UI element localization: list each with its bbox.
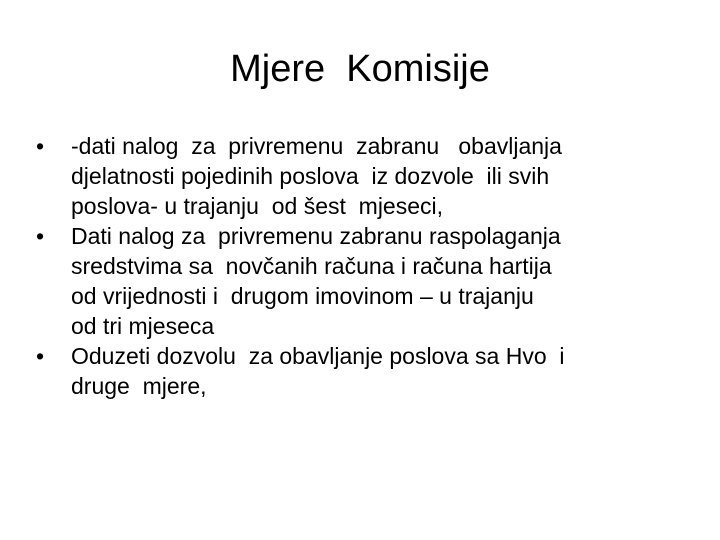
bullet-text-line: Dati nalog za privremenu zabranu raspolaganja: [71, 223, 561, 249]
bullet-text-line: od tri mjeseca: [71, 313, 215, 339]
slide-title: Mjere Komisije: [230, 48, 490, 90]
bullet-item: [36, 221, 686, 341]
bullet-list: [36, 131, 686, 401]
bullet-text-line: Oduzeti dozvolu za obavljanje poslova sa Hvo i: [71, 343, 565, 369]
bullet-text-line: sredstvima sa novčanih računa i računa hartija: [71, 253, 552, 279]
bullet-dot: •: [36, 223, 45, 249]
bullet-item: [36, 131, 686, 221]
bullet-dot: •: [36, 343, 45, 369]
bullet-dot: •: [36, 133, 45, 159]
bullet-text-line: djelatnosti pojedinih poslova iz dozvole ili svih: [71, 163, 550, 189]
bullet-item: [36, 341, 686, 401]
bullet-text-line: od vrijednosti i drugom imovinom – u trajanju: [71, 283, 534, 309]
bullet-text-line: druge mjere,: [71, 373, 207, 399]
bullet-text-line: poslova- u trajanju od šest mjeseci,: [71, 193, 444, 219]
bullet-text-line: -dati nalog za privremenu zabranu obavljanja: [71, 133, 562, 159]
